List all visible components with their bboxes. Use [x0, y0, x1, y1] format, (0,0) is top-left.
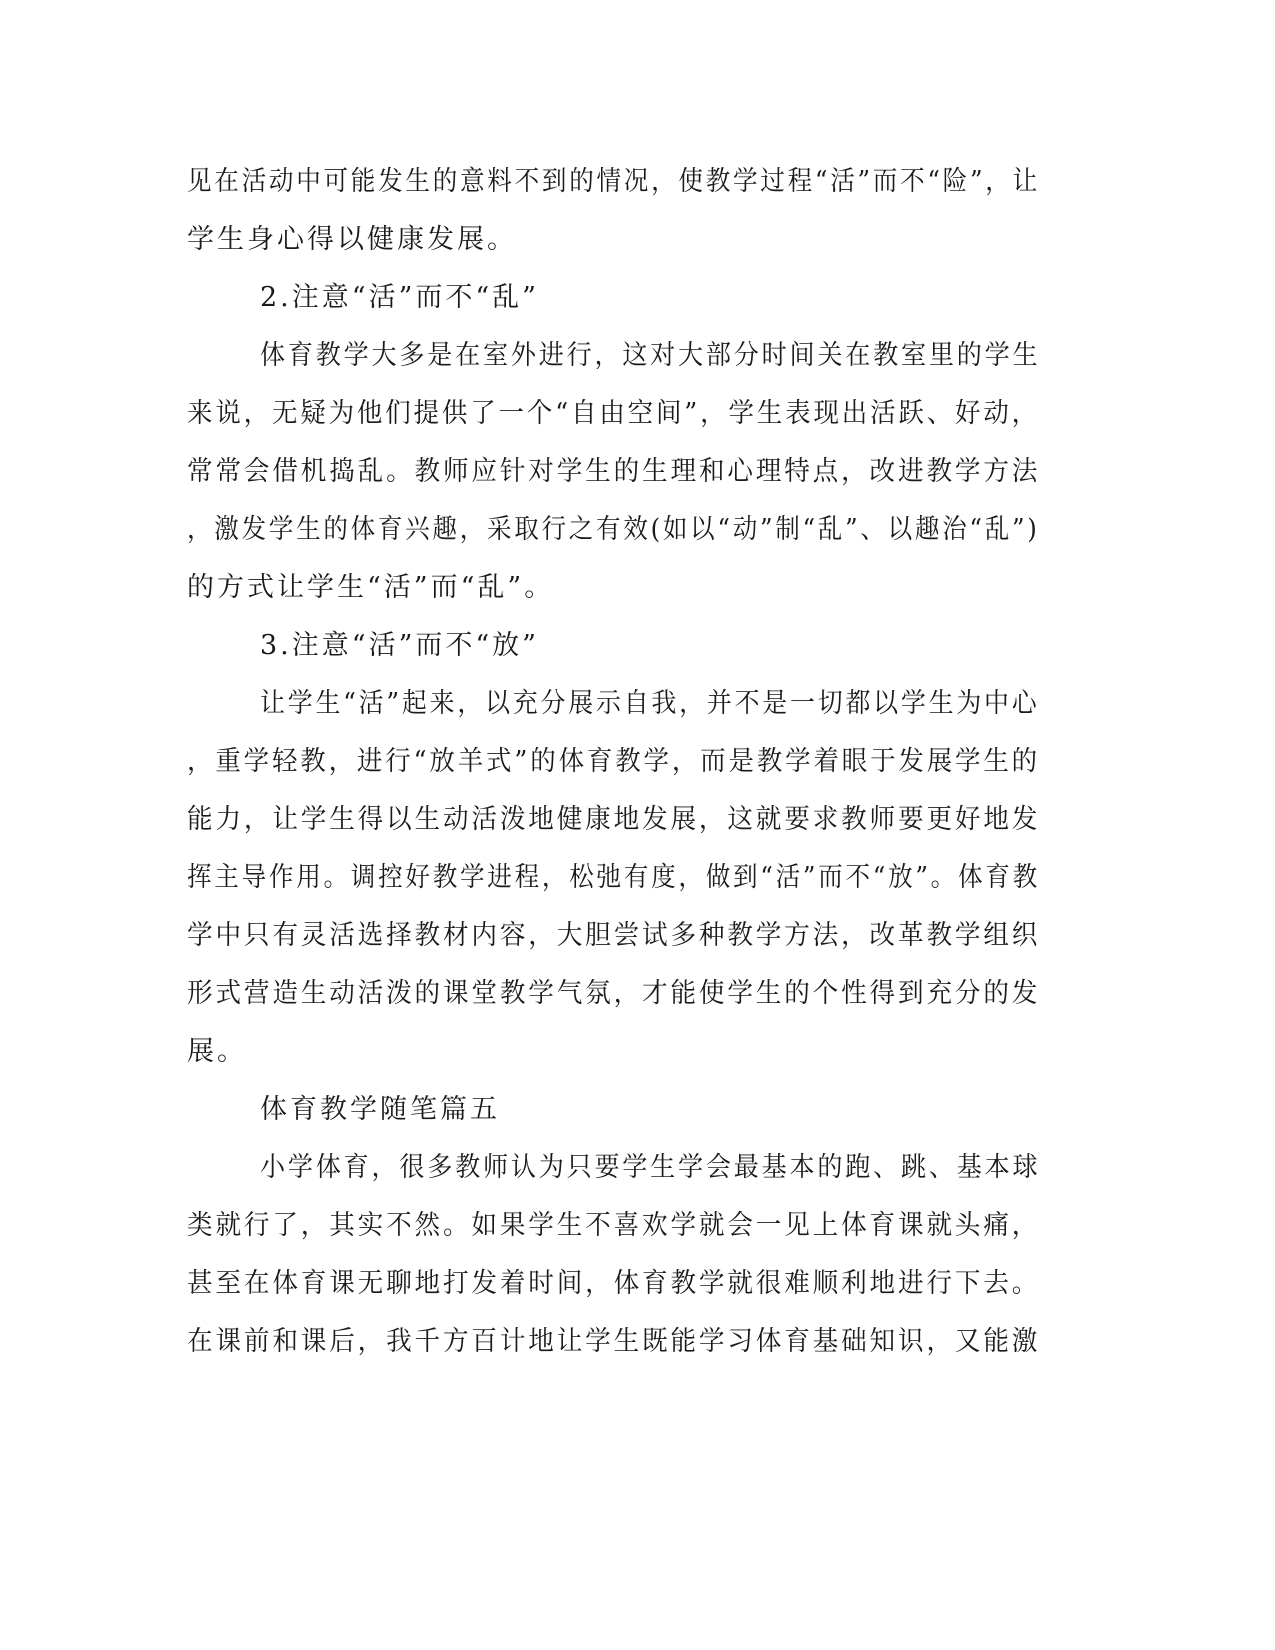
text-line: 体育教学大多是在室外进行，这对大部分时间关在教室里的学生	[260, 340, 1041, 371]
text-line: 展。	[187, 1036, 247, 1067]
text-line: 见在活动中可能发生的意料不到的情况，使教学过程“活”而不“险”，让	[187, 166, 1040, 197]
text-line: ，激发学生的体育兴趣，采取行之有效(如以“动”制“乱”、以趣治“乱”)	[187, 514, 1040, 545]
text-line: 让学生“活”起来，以充分展示自我，并不是一切都以学生为中心	[260, 688, 1040, 719]
text-line: 在课前和课后，我千方百计地让学生既能学习体育基础知识，又能激	[187, 1326, 1041, 1357]
text-line: 类就行了，其实不然。如果学生不喜欢学就会一见上体育课就头痛，	[187, 1210, 1041, 1241]
text-line: 形式营造生动活泼的课堂教学气氛，才能使学生的个性得到充分的发	[187, 978, 1041, 1009]
text-line: 能力，让学生得以生动活泼地健康地发展，这就要求教师要更好地发	[187, 804, 1041, 835]
section-heading: 3.注意“活”而不“放”	[260, 630, 539, 661]
text-line: 小学体育，很多教师认为只要学生学会最基本的跑、跳、基本球	[260, 1152, 1041, 1183]
text-line: 来说，无疑为他们提供了一个“自由空间”，学生表现出活跃、好动，	[187, 398, 1041, 429]
text-line: 挥主导作用。调控好教学进程，松弛有度，做到“活”而不“放”。体育教	[187, 862, 1040, 893]
section-heading: 2.注意“活”而不“乱”	[260, 282, 539, 313]
text-line: 学中只有灵活选择教材内容，大胆尝试多种教学方法，改革教学组织	[187, 920, 1041, 951]
section-title: 体育教学随笔篇五	[260, 1094, 500, 1125]
text-line: 的方式让学生“活”而“乱”。	[187, 572, 555, 603]
text-line: 学生身心得以健康发展。	[187, 224, 517, 255]
text-line: ，重学轻教，进行“放羊式”的体育教学，而是教学着眼于发展学生的	[187, 746, 1041, 777]
text-line: 甚至在体育课无聊地打发着时间，体育教学就很难顺利地进行下去。	[187, 1268, 1041, 1299]
text-line: 常常会借机捣乱。教师应针对学生的生理和心理特点，改进教学方法	[187, 456, 1041, 487]
